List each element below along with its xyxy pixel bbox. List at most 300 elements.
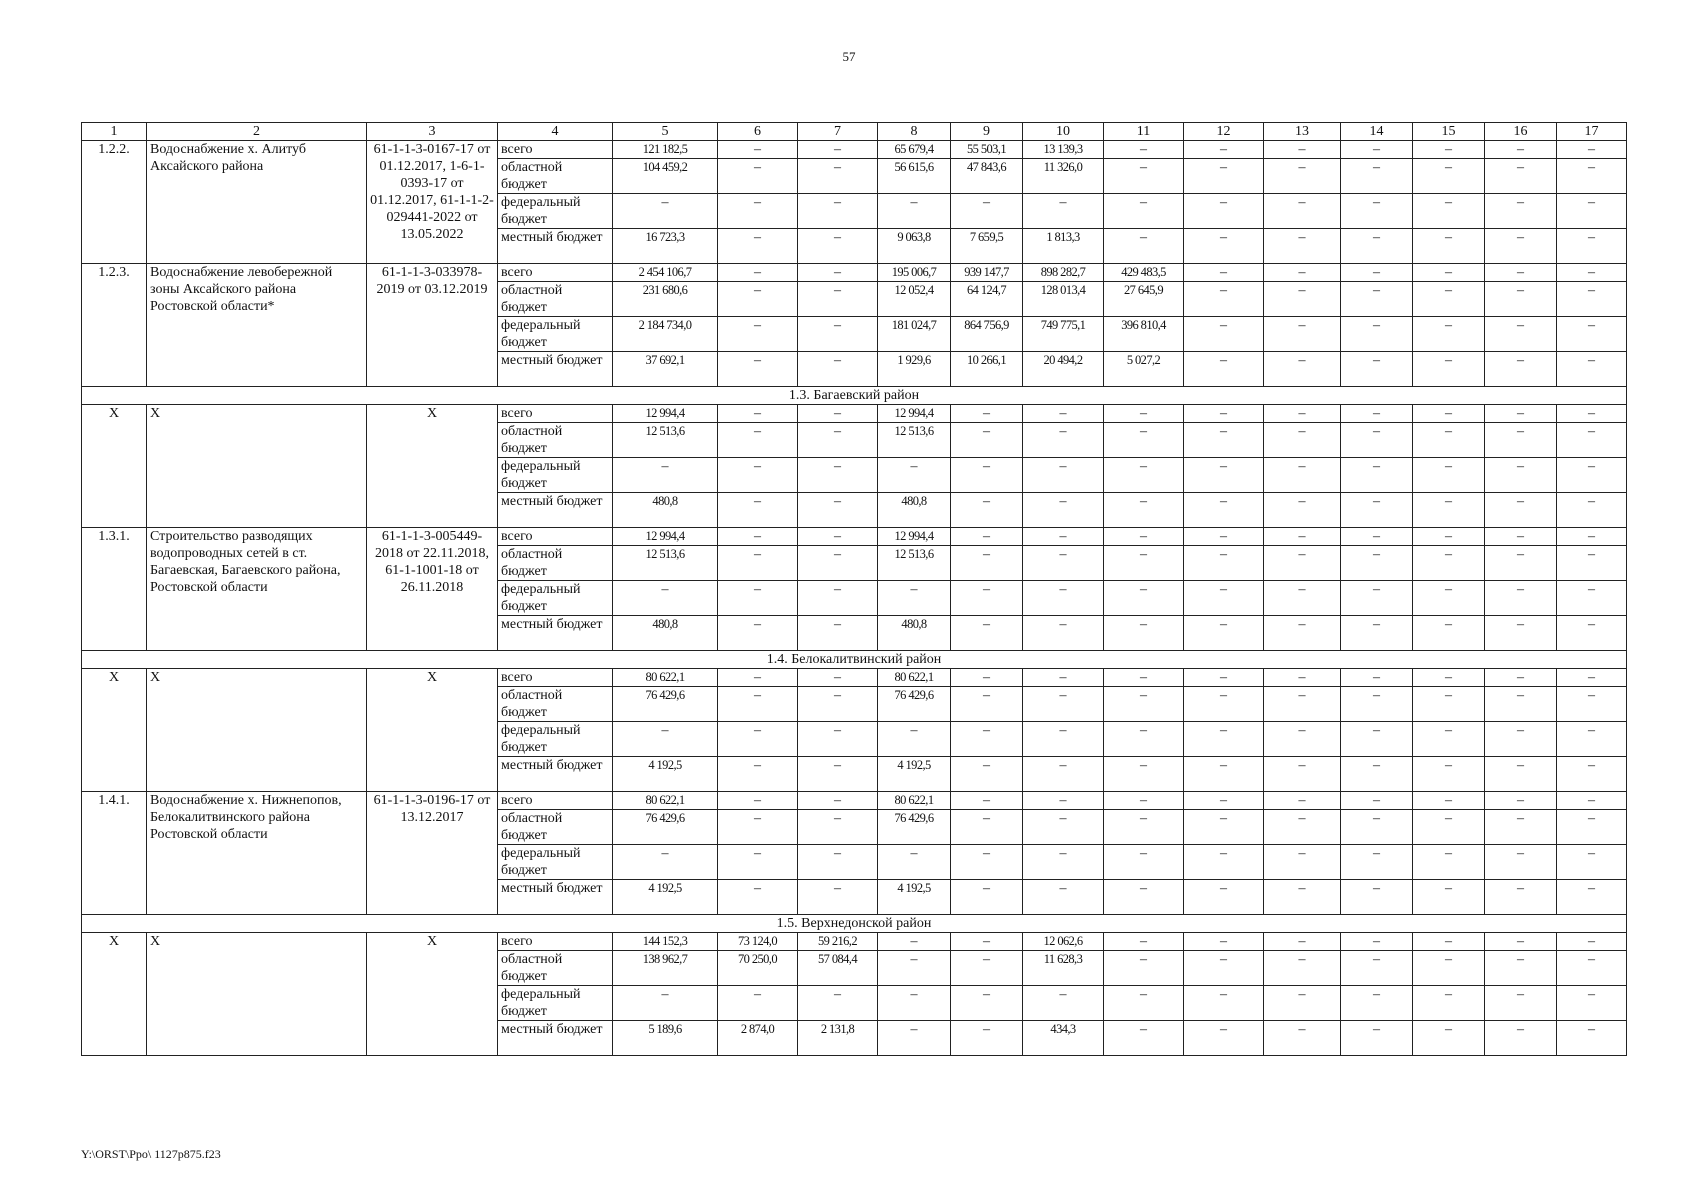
amount-cell: 2 184 734,0: [613, 317, 718, 352]
amount-cell: –: [1413, 757, 1485, 792]
amount-cell: 13 139,3: [1023, 141, 1104, 159]
amount-cell: 59 216,2: [798, 933, 878, 951]
amount-cell: 104 459,2: [613, 159, 718, 194]
amount-cell: –: [878, 458, 951, 493]
amount-cell: –: [798, 845, 878, 880]
amount-cell: –: [1413, 880, 1485, 915]
amount-cell: –: [1264, 493, 1341, 528]
amount-cell: 138 962,7: [613, 951, 718, 986]
registration-code-cell: 61-1-1-3-0196-17 от 13.12.2017: [367, 792, 498, 915]
amount-cell: –: [1023, 810, 1104, 845]
amount-cell: –: [1264, 845, 1341, 880]
amount-cell: –: [1341, 159, 1413, 194]
amount-cell: –: [1413, 423, 1485, 458]
amount-cell: –: [1184, 352, 1264, 387]
amount-cell: –: [951, 1021, 1023, 1056]
item-number-cell: 1.2.3.: [82, 264, 147, 387]
amount-cell: –: [1184, 528, 1264, 546]
amount-cell: 57 084,4: [798, 951, 878, 986]
amount-cell: 20 494,2: [1023, 352, 1104, 387]
amount-cell: –: [798, 687, 878, 722]
amount-cell: –: [1485, 546, 1557, 581]
amount-cell: –: [718, 757, 798, 792]
amount-cell: –: [951, 616, 1023, 651]
amount-cell: –: [951, 810, 1023, 845]
funding-source-cell: областной бюджет: [498, 687, 613, 722]
amount-cell: –: [798, 405, 878, 423]
item-number-cell: Х: [82, 405, 147, 528]
amount-cell: –: [951, 687, 1023, 722]
amount-cell: –: [1104, 792, 1184, 810]
object-name-cell: Х: [147, 405, 367, 528]
amount-cell: 939 147,7: [951, 264, 1023, 282]
column-number-cell: 4: [498, 123, 613, 141]
amount-cell: –: [1413, 1021, 1485, 1056]
table-row: [82, 528, 1627, 546]
amount-cell: –: [613, 458, 718, 493]
amount-cell: –: [1184, 282, 1264, 317]
amount-cell: –: [951, 669, 1023, 687]
amount-cell: –: [1413, 229, 1485, 264]
amount-cell: –: [1485, 845, 1557, 880]
amount-cell: –: [1341, 880, 1413, 915]
amount-cell: 56 615,6: [878, 159, 951, 194]
amount-cell: –: [1184, 458, 1264, 493]
amount-cell: –: [1557, 423, 1627, 458]
amount-cell: 898 282,7: [1023, 264, 1104, 282]
amount-cell: –: [1485, 352, 1557, 387]
amount-cell: 2 874,0: [718, 1021, 798, 1056]
column-number-cell: 15: [1413, 123, 1485, 141]
amount-cell: 11 326,0: [1023, 159, 1104, 194]
amount-cell: –: [718, 159, 798, 194]
column-number-cell: 13: [1264, 123, 1341, 141]
column-number-cell: 6: [718, 123, 798, 141]
amount-cell: –: [1413, 493, 1485, 528]
amount-cell: –: [1485, 317, 1557, 352]
amount-cell: –: [1104, 687, 1184, 722]
amount-cell: 12 513,6: [878, 546, 951, 581]
amount-cell: –: [1264, 229, 1341, 264]
amount-cell: 73 124,0: [718, 933, 798, 951]
amount-cell: –: [798, 616, 878, 651]
amount-cell: –: [1104, 986, 1184, 1021]
amount-cell: –: [1104, 194, 1184, 229]
amount-cell: –: [798, 159, 878, 194]
amount-cell: –: [951, 458, 1023, 493]
amount-cell: –: [1104, 405, 1184, 423]
funding-source-cell: местный бюджет: [498, 229, 613, 264]
object-name-cell: Х: [147, 933, 367, 1056]
registration-code-cell: 61-1-1-3-033978-2019 от 03.12.2019: [367, 264, 498, 387]
amount-cell: 76 429,6: [878, 810, 951, 845]
column-number-cell: 12: [1184, 123, 1264, 141]
funding-source-cell: федеральный бюджет: [498, 581, 613, 616]
amount-cell: –: [1557, 616, 1627, 651]
amount-cell: –: [1264, 687, 1341, 722]
amount-cell: 80 622,1: [613, 669, 718, 687]
amount-cell: –: [1184, 423, 1264, 458]
amount-cell: –: [1023, 722, 1104, 757]
amount-cell: –: [718, 282, 798, 317]
amount-cell: –: [1557, 405, 1627, 423]
amount-cell: –: [951, 722, 1023, 757]
amount-cell: –: [951, 933, 1023, 951]
amount-cell: –: [798, 493, 878, 528]
amount-cell: –: [1104, 933, 1184, 951]
amount-cell: –: [718, 141, 798, 159]
amount-cell: 181 024,7: [878, 317, 951, 352]
amount-cell: –: [951, 423, 1023, 458]
amount-cell: –: [718, 405, 798, 423]
amount-cell: 12 994,4: [878, 405, 951, 423]
funding-source-cell: областной бюджет: [498, 159, 613, 194]
amount-cell: –: [1557, 264, 1627, 282]
item-number-cell: 1.2.2.: [82, 141, 147, 264]
amount-cell: 480,8: [613, 493, 718, 528]
amount-cell: –: [1264, 546, 1341, 581]
amount-cell: –: [878, 845, 951, 880]
amount-cell: –: [798, 282, 878, 317]
amount-cell: 80 622,1: [878, 669, 951, 687]
amount-cell: –: [798, 317, 878, 352]
amount-cell: –: [1557, 194, 1627, 229]
table-row: [82, 405, 1627, 423]
amount-cell: –: [1023, 845, 1104, 880]
amount-cell: –: [1341, 405, 1413, 423]
amount-cell: 76 429,6: [878, 687, 951, 722]
amount-cell: –: [613, 194, 718, 229]
amount-cell: –: [798, 264, 878, 282]
amount-cell: –: [1104, 229, 1184, 264]
amount-cell: –: [718, 264, 798, 282]
funding-source-cell: областной бюджет: [498, 423, 613, 458]
amount-cell: –: [1413, 616, 1485, 651]
amount-cell: –: [718, 880, 798, 915]
amount-cell: –: [1184, 616, 1264, 651]
amount-cell: 12 513,6: [613, 546, 718, 581]
amount-cell: –: [1184, 933, 1264, 951]
table-row: [82, 264, 1627, 282]
amount-cell: –: [1341, 194, 1413, 229]
amount-cell: –: [1023, 880, 1104, 915]
amount-cell: –: [1104, 528, 1184, 546]
amount-cell: –: [1341, 810, 1413, 845]
funding-source-cell: всего: [498, 669, 613, 687]
amount-cell: –: [878, 722, 951, 757]
amount-cell: –: [1264, 880, 1341, 915]
amount-cell: 128 013,4: [1023, 282, 1104, 317]
column-number-cell: 3: [367, 123, 498, 141]
amount-cell: –: [1104, 722, 1184, 757]
funding-source-cell: местный бюджет: [498, 352, 613, 387]
amount-cell: –: [1485, 581, 1557, 616]
amount-cell: –: [1557, 1021, 1627, 1056]
amount-cell: –: [1413, 194, 1485, 229]
amount-cell: –: [1023, 423, 1104, 458]
amount-cell: 480,8: [613, 616, 718, 651]
column-number-row: [82, 123, 1627, 141]
amount-cell: –: [1413, 317, 1485, 352]
amount-cell: –: [1264, 669, 1341, 687]
amount-cell: –: [1413, 845, 1485, 880]
amount-cell: –: [1413, 282, 1485, 317]
object-name-cell: Водоснабжение х. Нижнепопов, Белокалитвинского района Ростовской области: [147, 792, 367, 915]
amount-cell: –: [1184, 687, 1264, 722]
table-row: [82, 141, 1627, 159]
amount-cell: –: [1557, 528, 1627, 546]
funding-source-cell: местный бюджет: [498, 1021, 613, 1056]
amount-cell: –: [1485, 986, 1557, 1021]
amount-cell: –: [1264, 282, 1341, 317]
funding-source-cell: федеральный бюджет: [498, 845, 613, 880]
amount-cell: –: [1023, 687, 1104, 722]
amount-cell: –: [1264, 951, 1341, 986]
amount-cell: –: [1341, 757, 1413, 792]
page-number: 57: [842, 49, 856, 64]
amount-cell: –: [1341, 792, 1413, 810]
amount-cell: –: [1341, 986, 1413, 1021]
amount-cell: 4 192,5: [878, 757, 951, 792]
amount-cell: –: [1341, 933, 1413, 951]
amount-cell: –: [718, 986, 798, 1021]
amount-cell: –: [718, 194, 798, 229]
amount-cell: –: [1264, 810, 1341, 845]
amount-cell: –: [798, 546, 878, 581]
amount-cell: –: [1485, 229, 1557, 264]
amount-cell: –: [798, 880, 878, 915]
amount-cell: –: [1264, 757, 1341, 792]
amount-cell: –: [1557, 951, 1627, 986]
funding-source-cell: всего: [498, 528, 613, 546]
amount-cell: –: [1485, 810, 1557, 845]
amount-cell: –: [798, 528, 878, 546]
section-row: [82, 915, 1627, 933]
amount-cell: –: [1104, 546, 1184, 581]
amount-cell: –: [1264, 528, 1341, 546]
amount-cell: –: [1264, 141, 1341, 159]
amount-cell: –: [1184, 581, 1264, 616]
column-number-cell: 1: [82, 123, 147, 141]
amount-cell: –: [1557, 458, 1627, 493]
amount-cell: 5 027,2: [1104, 352, 1184, 387]
amount-cell: 749 775,1: [1023, 317, 1104, 352]
amount-cell: 16 723,3: [613, 229, 718, 264]
amount-cell: –: [1413, 810, 1485, 845]
amount-cell: –: [798, 141, 878, 159]
item-number-cell: Х: [82, 669, 147, 792]
section-row: [82, 387, 1627, 405]
amount-cell: –: [1341, 493, 1413, 528]
amount-cell: 9 063,8: [878, 229, 951, 264]
amount-cell: –: [1264, 458, 1341, 493]
amount-cell: –: [878, 986, 951, 1021]
amount-cell: –: [1264, 194, 1341, 229]
amount-cell: 64 124,7: [951, 282, 1023, 317]
amount-cell: –: [1341, 722, 1413, 757]
amount-cell: 65 679,4: [878, 141, 951, 159]
amount-cell: –: [1413, 581, 1485, 616]
amount-cell: –: [718, 317, 798, 352]
column-number-cell: 8: [878, 123, 951, 141]
amount-cell: –: [951, 986, 1023, 1021]
amount-cell: –: [718, 687, 798, 722]
amount-cell: 12 994,4: [878, 528, 951, 546]
amount-cell: –: [1184, 722, 1264, 757]
amount-cell: –: [718, 810, 798, 845]
amount-cell: –: [1557, 792, 1627, 810]
amount-cell: 12 994,4: [613, 405, 718, 423]
amount-cell: –: [1184, 405, 1264, 423]
table-body: [82, 123, 1627, 1056]
amount-cell: 4 192,5: [613, 880, 718, 915]
amount-cell: 1 929,6: [878, 352, 951, 387]
item-number-cell: Х: [82, 933, 147, 1056]
amount-cell: –: [1557, 880, 1627, 915]
registration-code-cell: 61-1-1-3-0167-17 от 01.12.2017, 1-6-1-0393-17 от 01.12.2017, 61-1-1-2-029441-2022 от 13.05.2022: [367, 141, 498, 264]
amount-cell: –: [1184, 546, 1264, 581]
amount-cell: –: [1485, 722, 1557, 757]
amount-cell: –: [1341, 352, 1413, 387]
amount-cell: –: [1557, 845, 1627, 880]
amount-cell: –: [951, 581, 1023, 616]
amount-cell: –: [1023, 493, 1104, 528]
funding-source-cell: областной бюджет: [498, 951, 613, 986]
funding-source-cell: федеральный бюджет: [498, 317, 613, 352]
amount-cell: –: [798, 458, 878, 493]
amount-cell: 27 645,9: [1104, 282, 1184, 317]
object-name-cell: Х: [147, 669, 367, 792]
amount-cell: –: [718, 845, 798, 880]
amount-cell: –: [878, 951, 951, 986]
amount-cell: –: [1413, 669, 1485, 687]
amount-cell: –: [1341, 282, 1413, 317]
amount-cell: –: [1184, 986, 1264, 1021]
funding-source-cell: областной бюджет: [498, 282, 613, 317]
amount-cell: –: [1023, 616, 1104, 651]
amount-cell: –: [613, 845, 718, 880]
amount-cell: –: [1184, 317, 1264, 352]
amount-cell: –: [1104, 810, 1184, 845]
amount-cell: –: [1184, 845, 1264, 880]
funding-source-cell: всего: [498, 141, 613, 159]
amount-cell: –: [1341, 423, 1413, 458]
amount-cell: –: [1184, 1021, 1264, 1056]
amount-cell: –: [1184, 951, 1264, 986]
amount-cell: –: [1413, 528, 1485, 546]
amount-cell: –: [1104, 880, 1184, 915]
amount-cell: –: [1184, 159, 1264, 194]
amount-cell: –: [718, 493, 798, 528]
funding-source-cell: всего: [498, 792, 613, 810]
amount-cell: –: [1485, 616, 1557, 651]
amount-cell: –: [1413, 687, 1485, 722]
amount-cell: –: [951, 951, 1023, 986]
funding-source-cell: областной бюджет: [498, 546, 613, 581]
amount-cell: –: [1485, 282, 1557, 317]
amount-cell: 480,8: [878, 493, 951, 528]
funding-source-cell: местный бюджет: [498, 616, 613, 651]
amount-cell: –: [1557, 757, 1627, 792]
column-number-cell: 14: [1341, 123, 1413, 141]
amount-cell: 7 659,5: [951, 229, 1023, 264]
amount-cell: –: [798, 722, 878, 757]
amount-cell: –: [1557, 546, 1627, 581]
amount-cell: –: [951, 757, 1023, 792]
amount-cell: –: [798, 423, 878, 458]
amount-cell: –: [1341, 669, 1413, 687]
amount-cell: –: [1264, 1021, 1341, 1056]
amount-cell: –: [1413, 951, 1485, 986]
amount-cell: –: [613, 722, 718, 757]
funding-source-cell: всего: [498, 405, 613, 423]
amount-cell: –: [718, 458, 798, 493]
amount-cell: –: [1184, 141, 1264, 159]
amount-cell: 47 843,6: [951, 159, 1023, 194]
amount-cell: 76 429,6: [613, 687, 718, 722]
funding-source-cell: местный бюджет: [498, 493, 613, 528]
table-row: [82, 669, 1627, 687]
amount-cell: –: [1557, 141, 1627, 159]
amount-cell: –: [1184, 493, 1264, 528]
amount-cell: –: [1264, 405, 1341, 423]
amount-cell: –: [718, 528, 798, 546]
amount-cell: –: [1104, 669, 1184, 687]
amount-cell: –: [1413, 546, 1485, 581]
column-number-cell: 17: [1557, 123, 1627, 141]
amount-cell: –: [1023, 458, 1104, 493]
column-number-cell: 16: [1485, 123, 1557, 141]
amount-cell: 12 062,6: [1023, 933, 1104, 951]
registration-code-cell: 61-1-1-3-005449-2018 от 22.11.2018, 61-1-1001-18 от 26.11.2018: [367, 528, 498, 651]
amount-cell: –: [1485, 458, 1557, 493]
column-number-cell: 5: [613, 123, 718, 141]
amount-cell: –: [1341, 951, 1413, 986]
amount-cell: 12 052,4: [878, 282, 951, 317]
table-row: [82, 792, 1627, 810]
amount-cell: –: [1485, 880, 1557, 915]
amount-cell: –: [1023, 546, 1104, 581]
amount-cell: –: [798, 581, 878, 616]
funding-source-cell: областной бюджет: [498, 810, 613, 845]
amount-cell: –: [1184, 792, 1264, 810]
amount-cell: –: [1413, 458, 1485, 493]
amount-cell: –: [951, 880, 1023, 915]
amount-cell: –: [1104, 423, 1184, 458]
amount-cell: –: [1485, 493, 1557, 528]
amount-cell: –: [718, 722, 798, 757]
funding-source-cell: местный бюджет: [498, 757, 613, 792]
amount-cell: –: [1184, 229, 1264, 264]
amount-cell: –: [718, 669, 798, 687]
column-number-cell: 11: [1104, 123, 1184, 141]
amount-cell: –: [1485, 528, 1557, 546]
amount-cell: 4 192,5: [878, 880, 951, 915]
amount-cell: 5 189,6: [613, 1021, 718, 1056]
section-title: 1.5. Верхнедонской район: [82, 915, 1627, 933]
registration-code-cell: Х: [367, 405, 498, 528]
amount-cell: –: [1264, 581, 1341, 616]
amount-cell: –: [1413, 722, 1485, 757]
amount-cell: –: [798, 792, 878, 810]
amount-cell: –: [1184, 194, 1264, 229]
amount-cell: 76 429,6: [613, 810, 718, 845]
amount-cell: –: [878, 581, 951, 616]
amount-cell: –: [951, 405, 1023, 423]
amount-cell: 144 152,3: [613, 933, 718, 951]
budget-table: [81, 122, 1627, 1056]
amount-cell: –: [1104, 616, 1184, 651]
